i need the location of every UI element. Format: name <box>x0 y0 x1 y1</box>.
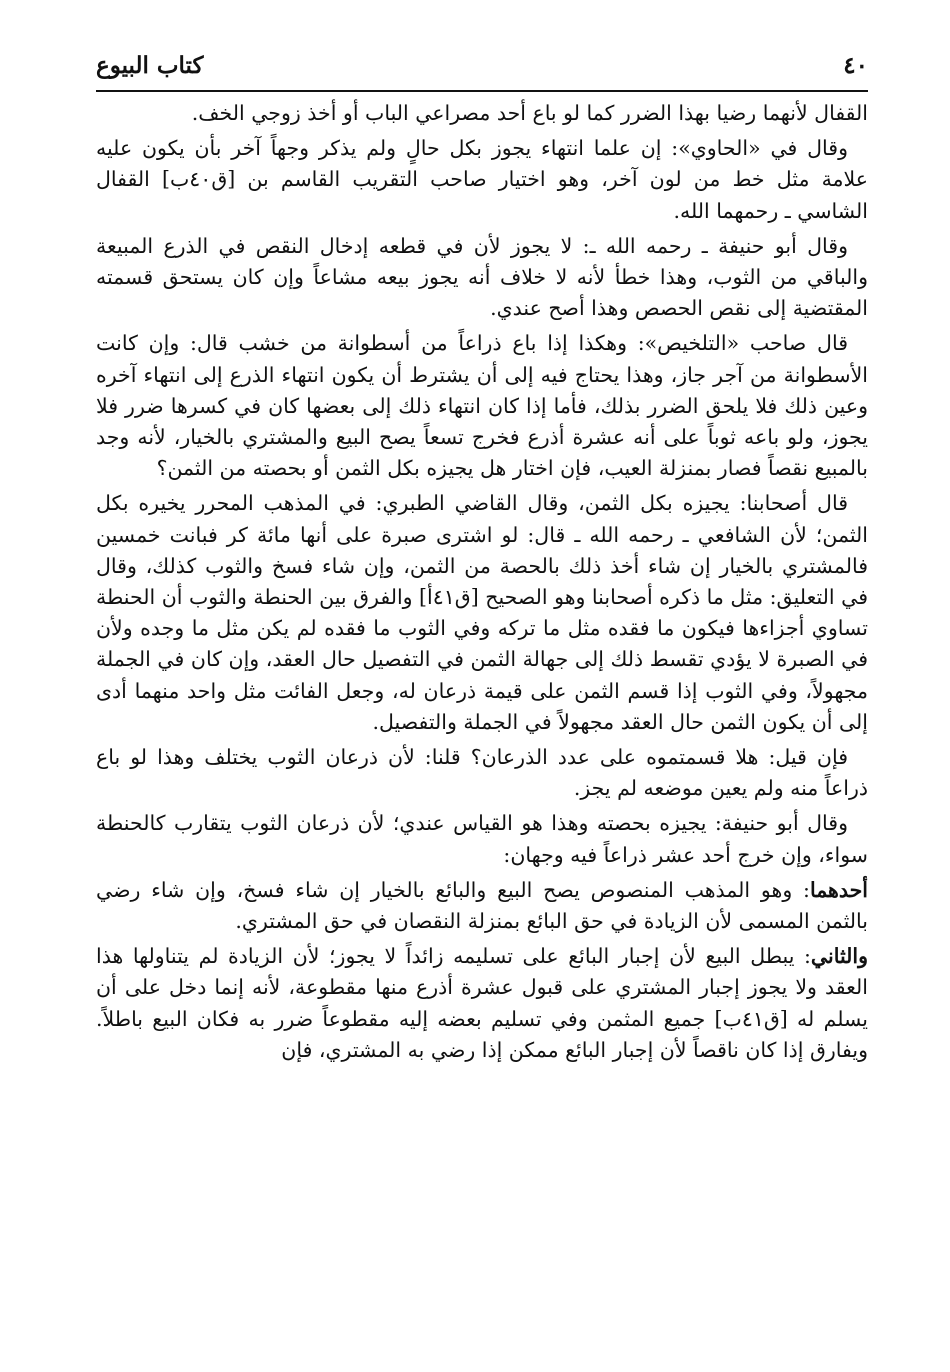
paragraph-term: والثاني <box>810 944 868 969</box>
document-page <box>96 52 868 1070</box>
paragraph-6 <box>96 742 868 804</box>
paragraph-2 <box>96 133 868 227</box>
paragraph-text: : يبطل البيع لأن إجبار البائع على تسليمه زائداً لا يجوز؛ لأن الزيادة لم يتناولها هذا العقد ولا يجوز إجبار المشتري على قبول عشرة أذرع منها مقطوعة، لأنه إنما دخل على أن يسلم له [ق٤١ب] جميع المثمن وفي تسليم بعضه إليه مقطوعاً ضرر به فكان البيع باطلاً. ويفارق إذا كان ناقصاً لأن إجبار البائع ممكن إذا رضي به المشتري، فإن <box>96 944 868 1062</box>
paragraph-text: القفال لأنهما رضيا بهذا الضرر كما لو باع أحد مصراعي الباب أو أخذ زوجي الخف. <box>191 101 868 125</box>
paragraph-text: وقال أبو حنيفة: يجيزه بحصته وهذا هو القياس عندي؛ لأن ذرعان الثوب يتقارب كالحنطة سواء، وإن خرج أحد عشر ذراعاً فيه وجهان: <box>96 811 868 867</box>
paragraph-3 <box>96 231 868 325</box>
book-title: كتاب البيوع <box>96 52 213 79</box>
paragraph-text: : وهو المذهب المنصوص يصح البيع والبائع بالخيار إن شاء فسخ، وإن شاء رضي بالثمن المسمى لأن الزيادة في حق البائع بمنزلة النقصان في حق المشتري. <box>96 877 868 934</box>
paragraph-4 <box>96 328 868 484</box>
paragraph-text: وقال في «الحاوي»: إن علما انتهاء يجوز بكل حالٍ ولم يذكر وجهاً آخر بأن يكون عليه علامة مثل خط من لون آخر، وهو اختيار صاحب التقريب القاسم بن [ق٤٠ب] القفال الشاسي ـ رحمهما الله. <box>96 136 869 223</box>
paragraph-text: قال صاحب «التلخيص»: وهكذا إذا باع ذراعاً من أسطوانة من خشب قال: وإن كانت الأسطوانة من آجر جاز، وهذا يحتاج فيه إلى أن يشترط أن يكون انتهاء الذرع إلى انتهاء آخره وعين ذلك فلا يلحق الضرر بذلك، فأما إذا كان انتهاء ذلك إلى بعضها كان في كسرها ضرر فلا يجوز، ولو باعه ثوباً على أنه عشرة أذرع فخرج تسعاً يصح البيع والمشتري بالخيار، لأنه وجد بالمبيع نقصاً فصار بمنزلة العيب، فإن اختار هل يجيزه بكل الثمن أو بحصته من الثمن؟ <box>96 331 868 481</box>
paragraph-term: أحدهما <box>809 877 868 902</box>
paragraph-text: فإن قيل: هلا قسمتموه على عدد الذرعان؟ قلنا: لأن ذرعان الثوب يختلف وهذا لو باع ذراعاً منه ولم يعين موضعه لم يجز. <box>96 745 868 801</box>
paragraph-1 <box>96 98 868 129</box>
page-number: ٤٠ <box>833 52 868 79</box>
page-header <box>96 52 868 92</box>
paragraph-8 <box>96 875 868 937</box>
paragraph-7 <box>96 808 868 870</box>
paragraph-text: قال أصحابنا: يجيزه بكل الثمن، وقال القاضي الطبري: في المذهب المحرر يخيره بكل الثمن؛ لأن الشافعي ـ رحمه الله ـ قال: لو اشترى صبرة على أنها مائة كر فبانت خمسين فالمشتري بالخيار إن شاء أخذ ذلك بالحصة من الثمن، وإن شاء فسخ والثوب كذلك، وقال في التعليق: مثل ما ذكره أصحابنا وهو الصحيح [ق٤١أ] والفرق بين الحنطة والثوب أن الحنطة تساوي أجزاءها فيكون ما فقده مثل ما تركه وفي الثوب ما فقده لم يكن مثل ما وجده ولأن في الصبرة لا يؤدي تقسط ذلك إلى جهالة الثمن في التفصيل حال العقد، وإن كان في الجملة مجهولاً، وفي الثوب إذا قسم الثمن على قيمة ذرعان له، وجعل الفائت مثل واحد منهما أدى إلى أن يكون الثمن حال العقد مجهولاً في الجملة والتفصيل. <box>96 491 869 734</box>
paragraph-9 <box>96 941 868 1066</box>
paragraph-text: وقال أبو حنيفة ـ رحمه الله ـ: لا يجوز لأن في قطعه إدخال النقص في الذرع المبيعة والباقي من الثوب، وهذا خطأ لأنه لا خلاف أنه يجوز بيعه مشاعاً وإن كان يستحق قسمته المقتضية إلى نقص الحصص وهذا أصح عندي. <box>96 233 868 321</box>
paragraph-5 <box>96 488 868 738</box>
